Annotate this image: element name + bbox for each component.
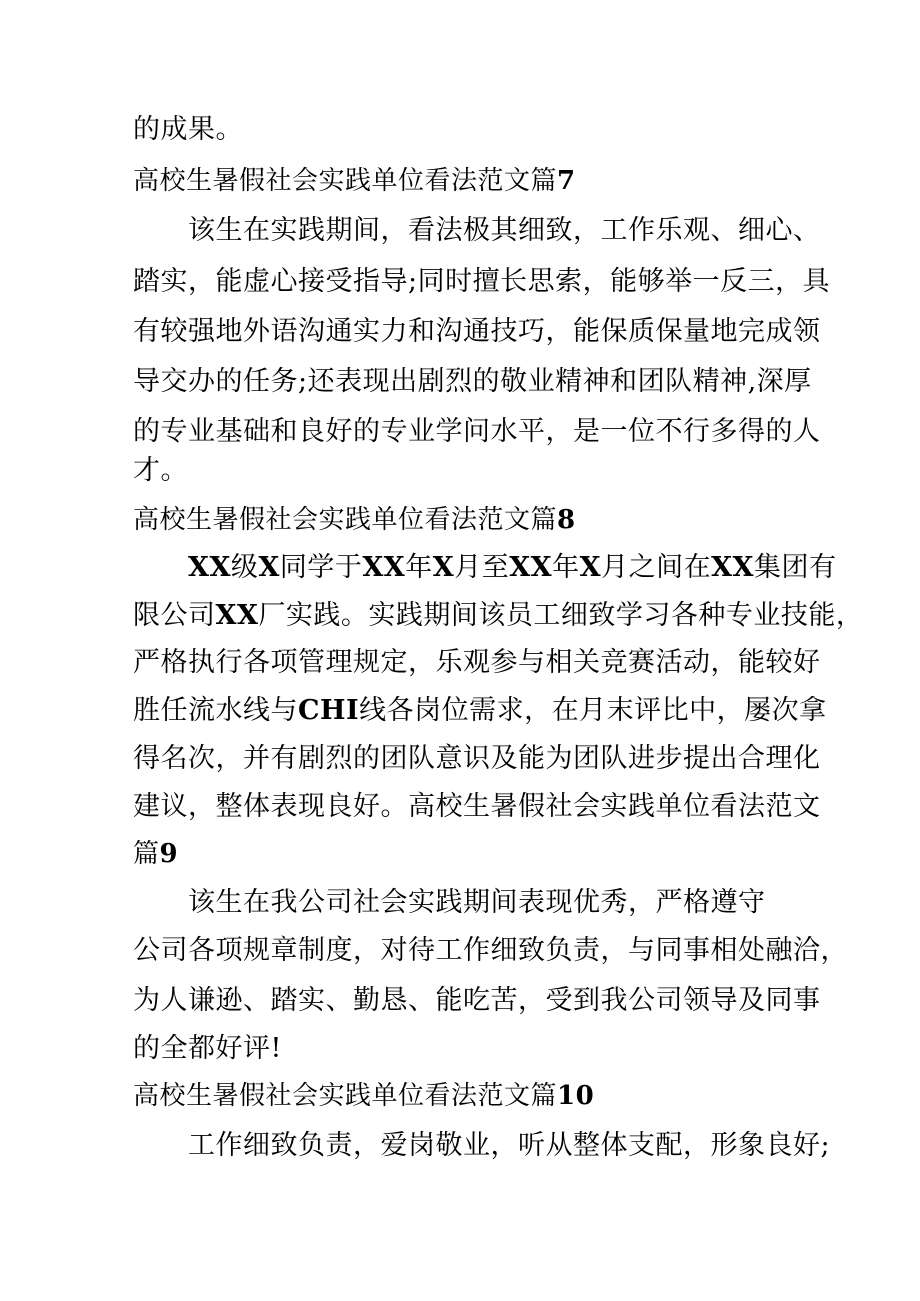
paragraph-line: 有较强地外语沟通实力和沟通技巧，能保质保量地完成领: [133, 316, 821, 347]
paragraph-line: 的专业基础和良好的专业学问水平，是一位不行多得的人: [133, 416, 821, 447]
paragraph-line: 工作细致负责，爱岗敬业，听从整体支配，形象良好;: [188, 1130, 831, 1161]
section-heading-10: 高校生暑假社会实践单位看法范文篇10: [133, 1081, 595, 1111]
paragraph-line: 限公司XX厂实践。实践期间该员工细致学习各种专业技能，: [133, 600, 864, 631]
paragraph-line: 得名次，并有剧烈的团队意识及能为团队进步提出合理化: [133, 743, 821, 774]
paragraph-line: 该生在实践期间，看法极其细致，工作乐观、细心、: [188, 215, 821, 246]
paragraph-line: 严格执行各项管理规定，乐观参与相关竞赛活动，能较好: [133, 647, 821, 678]
paragraph-line: XX级X同学于XX年X月至XX年X月之间在XX集团有: [188, 552, 837, 583]
paragraph-line: 才。: [133, 455, 188, 486]
paragraph-line: 公司各项规章制度，对待工作细致负责，与同事相处融洽，: [133, 935, 848, 966]
paragraph-line: 的全都好评!: [133, 1033, 282, 1064]
section-heading-9: 篇9: [133, 839, 179, 869]
paragraph-line: 踏实，能虚心接受指导;同时擅长思索，能够举一反三，具: [133, 266, 831, 297]
section-heading-8: 高校生暑假社会实践单位看法范文篇8: [133, 505, 576, 535]
paragraph-line: 导交办的任务;还表现出剧烈的敬业精神和团队精神,深厚: [133, 366, 812, 397]
paragraph-line: 建议，整体表现良好。高校生暑假社会实践单位看法范文: [133, 791, 821, 822]
paragraph-line: 的成果。: [133, 114, 243, 145]
paragraph-line: 该生在我公司社会实践期间表现优秀，严格遵守: [188, 887, 766, 918]
paragraph-line: 为人谦逊、踏实、勤恳、能吃苦，受到我公司领导及同事: [133, 985, 821, 1016]
section-heading-7: 高校生暑假社会实践单位看法范文篇7: [133, 166, 576, 196]
paragraph-line: 胜任流水线与CHI线各岗位需求，在月末评比中，屡次拿: [133, 695, 827, 726]
